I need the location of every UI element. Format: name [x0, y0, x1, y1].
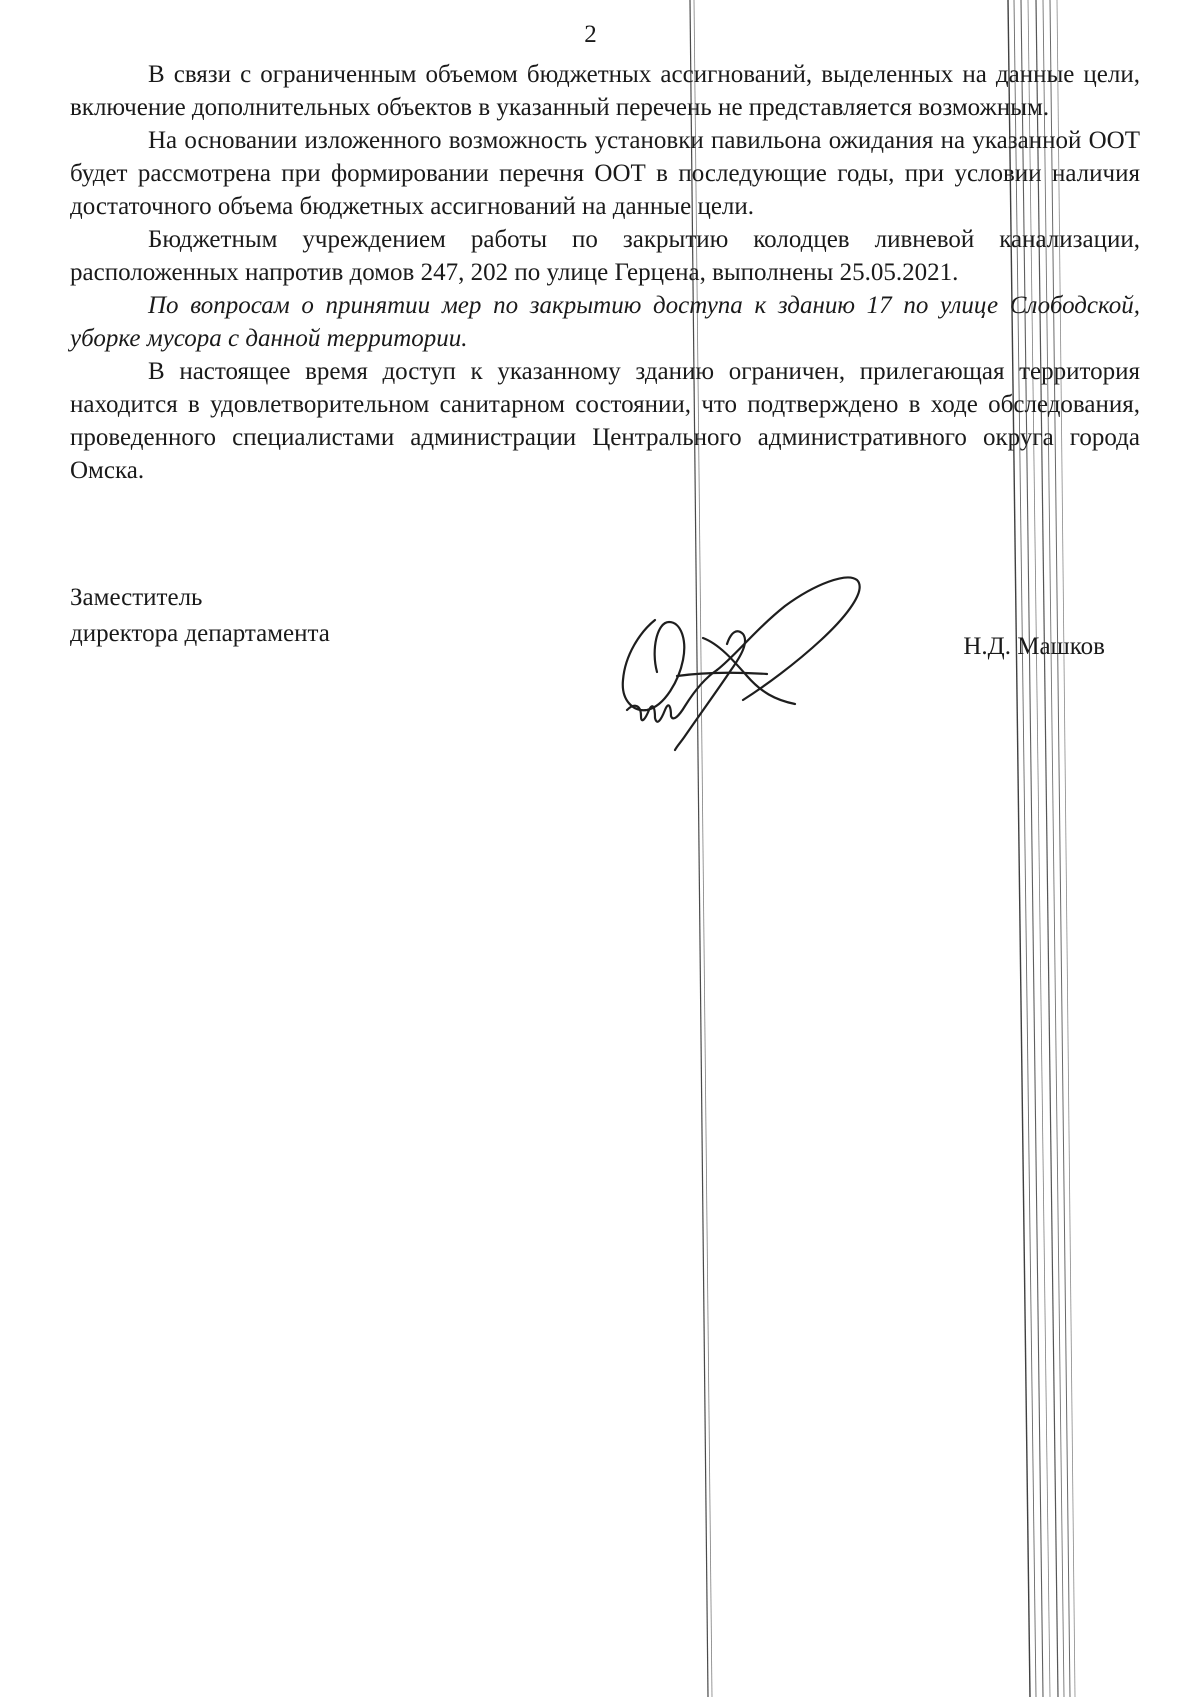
handwritten-signature: [585, 560, 905, 760]
document-body: [70, 58, 1140, 487]
signatory-position-line2: директора департамента: [70, 620, 330, 647]
signature-block: [70, 580, 1140, 760]
signatory-name: Н.Д. Машков: [963, 633, 1105, 660]
page-number: 2: [584, 21, 597, 48]
paragraph-storm-wells: Бюджетным учреждением работы по закрытию колодцев ливневой канализации, расположенных напротив домов 247, 202 по улице Герцена, выполнены 25.05.2021.: [70, 226, 1140, 286]
paragraph-building-access-question: По вопросам о принятии мер по закрытию доступа к зданию 17 по улице Слободской, уборке мусора с данной территории.: [70, 292, 1140, 352]
signatory-position-line1: Заместитель: [70, 584, 203, 611]
paragraph-budget-limits: В связи с ограниченным объемом бюджетных ассигнований, выделенных на данные цели, включение дополнительных объектов в указанный перечень не представляется возможным.: [70, 61, 1140, 121]
signatory-position: [70, 580, 330, 652]
paragraph-building-access-answer: В настоящее время доступ к указанному зданию ограничен, прилегающая территория находится в удовлетворительном санитарном состоянии, что подтверждено в ходе обследования, проведенного специалистами администрации Центрального административного округа города Омска.: [70, 358, 1140, 484]
paragraph-pavilion-installation: На основании изложенного возможность установки павильона ожидания на указанной ООТ будет рассмотрена при формировании перечня ООТ в последующие годы, при условии наличия достаточного объема бюджетных ассигнований на данные цели.: [70, 127, 1140, 220]
